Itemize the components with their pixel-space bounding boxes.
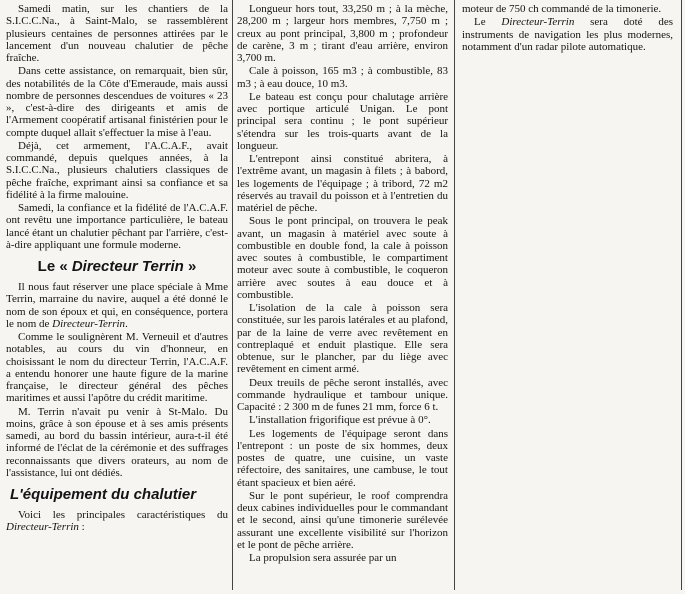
paragraph-end: .	[125, 317, 128, 330]
paragraph: La propulsion sera assurée par un	[249, 552, 397, 564]
subheading-equipement	[10, 486, 228, 503]
paragraph	[462, 16, 673, 53]
subheading-directeur-terrin	[6, 258, 228, 275]
paragraph: Le bateau est conçu pour chalutage arrière avec portique articulé Unigan. Le pont principal sera continu ; le pont supérieur s'étendra sur les trois-quarts avant de la longueur.	[237, 90, 448, 152]
subheading-close: »	[188, 258, 197, 275]
column-1	[6, 0, 228, 535]
ship-name: Directeur-Terrin	[501, 16, 575, 29]
ship-name: Directeur-Terrin	[6, 521, 79, 534]
paragraph: Cale à poisson, 165 m3 ; à combustible, 83 m3 ; à eau douce, 10 m3.	[237, 65, 448, 90]
paragraph-text: Il nous faut réserver une place spéciale à Mme Terrin, marraine du navire, auquel a été donné le nom de son époux et qui, en conséquence, portera le nom de	[6, 281, 228, 330]
paragraph-text: Voici les principales caractéristiques du	[18, 509, 228, 521]
subheading-text: L'équipement du chalutier	[10, 486, 197, 503]
paragraph: L'entrepont ainsi constitué abritera, à l'extrême avant, un magasin à filets ; à babord, les logements de l'équipage ; à tribord, 72 m2 réservés au travail du poisson et à l'entretien du matériel de pêche.	[237, 153, 448, 214]
paragraph: M. Terrin n'avait pu venir à St-Malo. Du moins, grâce à son épouse et à ses amis présents samedi, au bord du bassin intérieur, aura-t-il été informé de l'éclat de la cérémonie et des suffrages reconnaissants que divers orateurs, au nom de l'assistance, lui ont dédiés.	[6, 405, 228, 479]
paragraph-text: Le	[474, 16, 486, 29]
paragraph: L'installation frigorifique est prévue à 0°.	[249, 414, 431, 427]
paragraph	[6, 281, 228, 330]
subheading-ship-name: Directeur Terrin	[71, 258, 184, 275]
paragraph: Déjà, cet armement, l'A.C.A.F., avait commandé, depuis quelques années, à la S.I.C.C.Na., plusieurs chalutiers classiques de pêche fraîche, exprimant ainsi sa confiance et sa fidélité à la firme malouine.	[6, 139, 228, 201]
paragraph: Comme le soulignèrent M. Verneuil et d'autres notables, au cours du vin d'honneur, en choisissant le nom du directeur Terrin, l'A.C.A.F. a entendu honorer une haute figure de la marine française, le directeur général des pêches maritimes et aussi l'apôtre du crédit maritime.	[6, 331, 228, 405]
column-rule-left	[232, 0, 233, 590]
paragraph: Samedi, la confiance et la fidélité de l'A.C.A.F. ont revêtu une importance particulière, le bateau lancé étant un chalutier pêchant par l'arrière, c'est-à-dire appliquant une formule moderne.	[6, 202, 228, 251]
paragraph	[6, 509, 228, 534]
paragraph: Dans cette assistance, on remarquait, bien sûr, des notabilités de la Côte d'Emeraude, mais aussi nombre de personnes descendues de voitures « 23 », c'est-à-dire des dirigeants et amis de l'Armement coopératif artisanal finistérien pour le compte duquel allait s'effectuer la mise à l'eau.	[6, 65, 228, 139]
column-rule-edge	[681, 0, 682, 590]
column-rule-right	[454, 0, 455, 590]
column-3	[462, 0, 673, 54]
paragraph: Les logements de l'équipage seront dans l'entrepont : un poste de six hommes, deux postes de quatre, une cuisine, un vaste réfectoire, des sanitaires, une cambuse, le tout étant spacieux et bien aéré.	[237, 427, 448, 489]
paragraph: Deux treuils de pêche seront installés, avec commande hydraulique et tambour unique. Capacité : 2 300 m de funes 21 mm, force 6 t.	[237, 376, 448, 413]
paragraph: Sous le pont principal, on trouvera le peak avant, un magasin à matériel avec soute à combustible en double fond, la cale à poisson avec soutes à combustible, le compartiment moteur avec soute à combustible, le coqueron arrière avec soutes à eau douce et à combustible.	[237, 215, 448, 301]
paragraph: L'isolation de la cale à poisson sera constituée, sur les parois latérales et au plafond, par de la laine de verre avec revêtement en contreplaqué et enduit plastique. Elle sera obtenue, sur le plancher, par du liège avec revêtement en ciment armé.	[237, 302, 448, 376]
paragraph: Sur le pont supérieur, le roof comprendra deux cabines individuelles pour le commandant et le second, ainsi qu'une timonerie surélevée assurant une excellente visibilité sur l'horizon et le pont de pêche arrière.	[237, 489, 448, 551]
paragraph-end: sera doté des instruments de navigation les plus modernes, notamment d'un radar pilote automatique.	[462, 16, 674, 53]
ship-name: Directeur-Terrin	[52, 317, 126, 330]
paragraph-end: :	[81, 521, 85, 534]
subheading-open: Le «	[37, 258, 68, 275]
column-2	[237, 0, 448, 565]
paragraph: Longueur hors tout, 33,250 m ; à la mèche, 28,200 m ; largeur hors membres, 7,750 m ; creux au pont principal, 3,800 m ; profondeur de carène, 3 m ; tirant d'eau arrière, environ 3,700 m.	[237, 3, 448, 64]
paragraph: Samedi matin, sur les chantiers de la S.I.C.C.Na., à Saint-Malo, se rassemblèrent plusieurs centaines de personnes attirées par le lancement d'un nouveau chalutier de pêche fraîche.	[6, 3, 228, 64]
paragraph: moteur de 750 ch commandé de la timonerie.	[462, 3, 662, 15]
